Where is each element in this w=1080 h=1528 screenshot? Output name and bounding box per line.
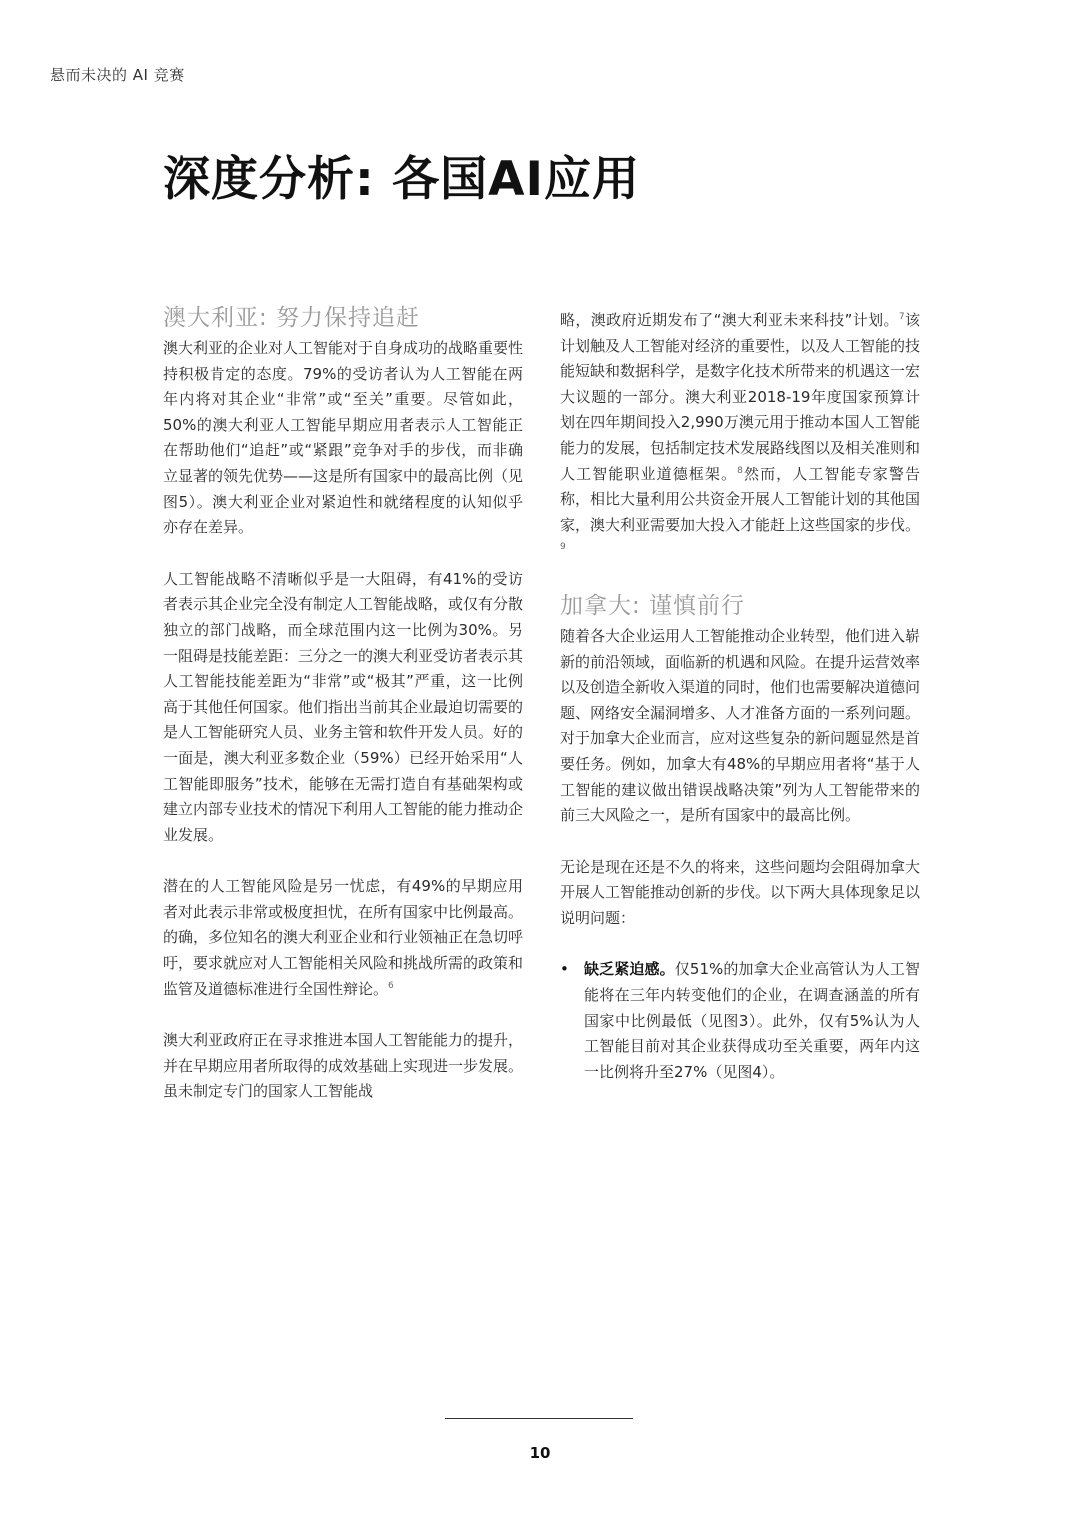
bullet-lead: 缺乏紧迫感。 <box>584 960 675 979</box>
footnote-ref[interactable]: 6 <box>388 980 394 991</box>
paragraph: 澳大利亚的企业对人工智能对于自身成功的战略重要性持积极肯定的态度。79%的受访者认为人工智能在两年内将对其企业“非常”或“至关”重要。尽管如此，50%的澳大利亚人工智能早期应用者表示人工智能正在帮助他们“追赶”或“紧跟”竞争对手的步伐，而非确立显著的领先优势——这是所有国家中的最高比例（见图5）。澳大利亚企业对紧迫性和就绪程度的认知似乎亦存在差异。 <box>163 339 524 537</box>
left-column <box>163 302 523 1131</box>
footnote-ref[interactable]: 9 <box>560 542 566 553</box>
paragraph: 无论是现在还是不久的将来，这些问题均会阻碍加拿大开展人工智能推动创新的步伐。以下两大具体现象足以说明问题： <box>560 857 921 927</box>
bullet-body: 仅51%的加拿大企业高管认为人工智能将在三年内转变他们的企业，在调查涵盖的所有国家中比例最低（见图3）。此外，仅有5%认为人工智能目前对其企业获得成功至关重要，两年内这一比例将升至27%（见图4）。 <box>584 960 920 1081</box>
paragraph <box>163 874 523 1002</box>
footer-divider <box>445 1418 633 1419</box>
paragraph: 随着各大企业运用人工智能推动企业转型，他们进入崭新的前沿领域，面临新的机遇和风险。在提升运营效率以及创造全新收入渠道的同时，他们也需要解决道德问题、网络安全漏洞增多、人才准备方面的一系列问题。对于加拿大企业而言，应对这些复杂的新问题显然是首要任务。例如，加拿大有48%的早期应用者将“基于人工智能的建议做出错误战略决策”列为人工智能带来的前三大风险之一，是所有国家中的最高比例。 <box>560 626 921 825</box>
footnote-ref[interactable]: 8 <box>737 465 743 476</box>
paragraph: 澳大利亚政府正在寻求推进本国人工智能能力的提升，并在早期应用者所取得的成效基础上实现进一步发展。虽未制定专门的国家人工智能战 <box>163 1031 524 1101</box>
paragraph-text: 潜在的人工智能风险是另一忧虑，有49%的早期应用者对此表示非常或极度担忧，在所有国家中比例最高。的确，多位知名的澳大利亚企业和行业领袖正在急切呼吁，要求就应对人工智能相关风险和挑战所需的政策和监管及道德标准进行全国性辩论。 <box>163 877 524 998</box>
footnote-ref[interactable]: 7 <box>898 312 905 322</box>
page-number: 10 <box>529 1444 551 1462</box>
section-heading-australia: 澳大利亚: 努力保持追赶 <box>163 305 421 331</box>
bullet-item <box>560 957 920 1085</box>
section-heading-canada: 加拿大: 谨慎前行 <box>560 592 746 619</box>
bullet-dot-icon: • <box>560 960 569 979</box>
right-column <box>560 302 920 1085</box>
paragraph-text: 然而，人工智能专家警告称，相比大量利用公共资金开展人工智能计划的其他国家，澳大利亚需要加大投入才能赶上这些国家的步伐。 <box>560 464 921 534</box>
paragraph-text: 该计划触及人工智能对经济的重要性，以及人工智能的技能短缺和数据科学，是数字化技术所带来的机遇这一宏大议题的一部分。澳大利亚2018-19年度国家预算计划在四年期间投入2,990万澳元用于推动本国人工智能能力的发展，包括制定技术发展路线图以及相关准则和人工智能职业道德框架。 <box>560 311 921 483</box>
paragraph-text: 略，澳政府近期发布了“澳大利亚未来科技”计划。 <box>560 311 899 329</box>
bullet-text <box>584 957 920 1085</box>
paragraph: 人工智能战略不清晰似乎是一大阻碍，有41%的受访者表示其企业完全没有制定人工智能战略，或仅有分散独立的部门战略，而全球范围内这一比例为30%。另一阻碍是技能差距：三分之一的澳大利亚受访者表示其人工智能技能差距为“非常”或“极其”严重，这一比例高于其他任何国家。他们指出当前其企业最迫切需要的是人工智能研究人员、业务主管和软件开发人员。好的一面是，澳大利亚多数企业（59%）已经开始采用“人工智能即服务”技术，能够在无需打造自有基础架构或建立内部专业技术的情况下利用人工智能的能力推动企业发展。 <box>163 569 524 844</box>
page-title: 深度分析: 各国AI应用 <box>163 152 641 207</box>
paragraph <box>560 308 920 564</box>
running-header: 悬而未决的 AI 竞赛 <box>50 66 185 84</box>
